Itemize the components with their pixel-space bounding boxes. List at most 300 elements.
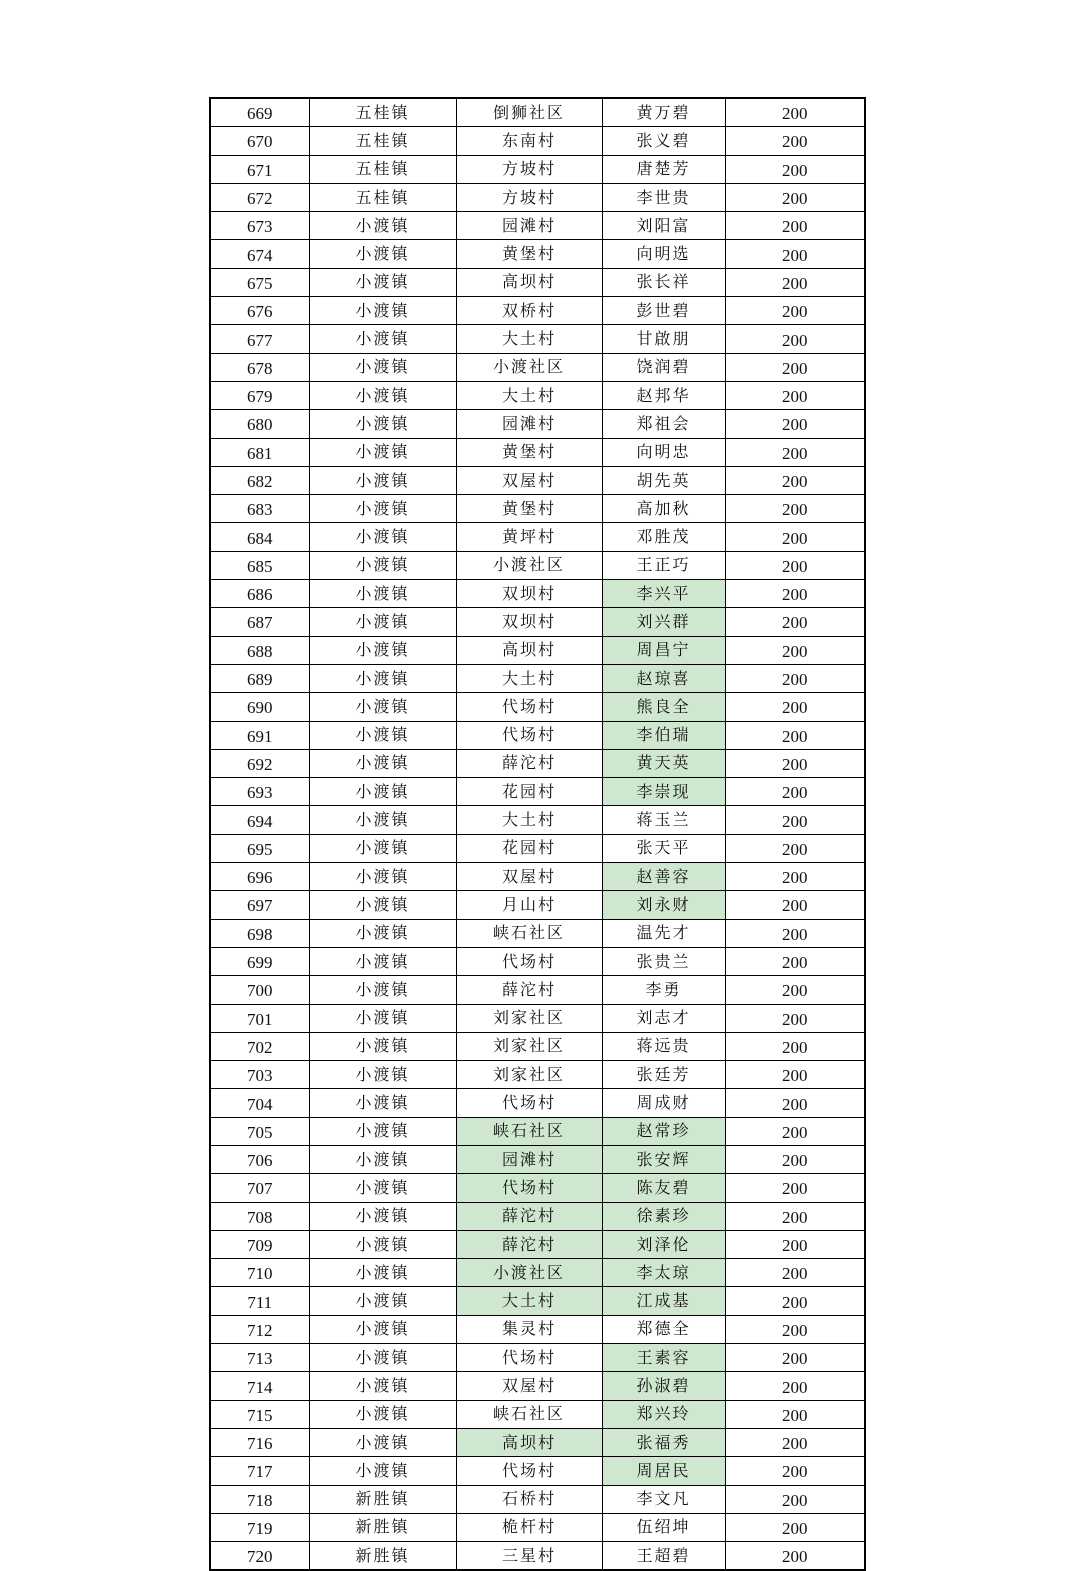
row-number: 697 (210, 891, 309, 919)
row-number: 716 (210, 1428, 309, 1456)
person-name-cell: 赵常珍 (602, 1117, 725, 1145)
village-cell: 三星村 (456, 1542, 602, 1571)
table-row (210, 806, 865, 834)
table-row (210, 891, 865, 919)
village-cell: 桅杆村 (456, 1513, 602, 1541)
amount-cell: 200 (725, 1061, 865, 1089)
person-name-cell: 刘兴群 (602, 608, 725, 636)
amount-cell: 200 (725, 127, 865, 155)
village-cell: 双屋村 (456, 863, 602, 891)
amount-cell: 200 (725, 976, 865, 1004)
row-number: 672 (210, 183, 309, 211)
row-number: 710 (210, 1259, 309, 1287)
village-cell: 大土村 (456, 806, 602, 834)
village-cell: 园滩村 (456, 1145, 602, 1173)
person-name-cell: 孙淑碧 (602, 1372, 725, 1400)
town-cell: 小渡镇 (309, 466, 456, 494)
village-cell: 代场村 (456, 721, 602, 749)
amount-cell: 200 (725, 891, 865, 919)
amount-cell: 200 (725, 1032, 865, 1060)
amount-cell: 200 (725, 919, 865, 947)
village-cell: 小渡社区 (456, 353, 602, 381)
row-number: 687 (210, 608, 309, 636)
town-cell: 小渡镇 (309, 976, 456, 1004)
table-row (210, 1428, 865, 1456)
person-name-cell: 李崇现 (602, 778, 725, 806)
amount-cell: 200 (725, 1485, 865, 1513)
town-cell: 小渡镇 (309, 1428, 456, 1456)
table-row (210, 127, 865, 155)
amount-cell: 200 (725, 183, 865, 211)
town-cell: 小渡镇 (309, 1230, 456, 1258)
row-number: 688 (210, 636, 309, 664)
amount-cell: 200 (725, 834, 865, 862)
town-cell: 小渡镇 (309, 806, 456, 834)
person-name-cell: 李勇 (602, 976, 725, 1004)
row-number: 699 (210, 947, 309, 975)
town-cell: 小渡镇 (309, 1457, 456, 1485)
table-row (210, 495, 865, 523)
person-name-cell: 郑祖会 (602, 410, 725, 438)
village-cell: 双坝村 (456, 608, 602, 636)
village-cell: 花园村 (456, 834, 602, 862)
person-name-cell: 王素容 (602, 1344, 725, 1372)
table-row (210, 834, 865, 862)
row-number: 714 (210, 1372, 309, 1400)
table-row (210, 863, 865, 891)
amount-cell: 200 (725, 693, 865, 721)
row-number: 698 (210, 919, 309, 947)
table-row (210, 1145, 865, 1173)
amount-cell: 200 (725, 212, 865, 240)
town-cell: 小渡镇 (309, 1032, 456, 1060)
row-number: 693 (210, 778, 309, 806)
amount-cell: 200 (725, 353, 865, 381)
town-cell: 小渡镇 (309, 353, 456, 381)
person-name-cell: 王正巧 (602, 551, 725, 579)
town-cell: 小渡镇 (309, 636, 456, 664)
row-number: 681 (210, 438, 309, 466)
village-cell: 大土村 (456, 1287, 602, 1315)
amount-cell: 200 (725, 297, 865, 325)
village-cell: 高坝村 (456, 636, 602, 664)
row-number: 704 (210, 1089, 309, 1117)
person-name-cell: 张廷芳 (602, 1061, 725, 1089)
person-name-cell: 李文凡 (602, 1485, 725, 1513)
person-name-cell: 熊良全 (602, 693, 725, 721)
row-number: 718 (210, 1485, 309, 1513)
table-row (210, 1513, 865, 1541)
person-name-cell: 蒋远贵 (602, 1032, 725, 1060)
village-cell: 峡石社区 (456, 1117, 602, 1145)
row-number: 715 (210, 1400, 309, 1428)
table-row (210, 1202, 865, 1230)
person-name-cell: 张安辉 (602, 1145, 725, 1173)
amount-cell: 200 (725, 1428, 865, 1456)
village-cell: 集灵村 (456, 1315, 602, 1343)
amount-cell: 200 (725, 381, 865, 409)
table-row (210, 1400, 865, 1428)
table-row (210, 297, 865, 325)
person-name-cell: 刘阳富 (602, 212, 725, 240)
village-cell: 黄堡村 (456, 240, 602, 268)
amount-cell: 200 (725, 1004, 865, 1032)
amount-cell: 200 (725, 1174, 865, 1202)
person-name-cell: 刘泽伦 (602, 1230, 725, 1258)
row-number: 712 (210, 1315, 309, 1343)
table-row (210, 381, 865, 409)
person-name-cell: 黄万碧 (602, 98, 725, 127)
town-cell: 小渡镇 (309, 891, 456, 919)
amount-cell: 200 (725, 1457, 865, 1485)
amount-cell: 200 (725, 778, 865, 806)
town-cell: 小渡镇 (309, 1061, 456, 1089)
amount-cell: 200 (725, 1230, 865, 1258)
person-name-cell: 周昌宁 (602, 636, 725, 664)
amount-cell: 200 (725, 410, 865, 438)
village-cell: 园滩村 (456, 212, 602, 240)
person-name-cell: 李太琼 (602, 1259, 725, 1287)
person-name-cell: 张福秀 (602, 1428, 725, 1456)
row-number: 695 (210, 834, 309, 862)
amount-cell: 200 (725, 1089, 865, 1117)
town-cell: 小渡镇 (309, 947, 456, 975)
village-cell: 双坝村 (456, 580, 602, 608)
village-cell: 高坝村 (456, 1428, 602, 1456)
town-cell: 小渡镇 (309, 410, 456, 438)
person-name-cell: 赵邦华 (602, 381, 725, 409)
amount-cell: 200 (725, 438, 865, 466)
village-cell: 代场村 (456, 1089, 602, 1117)
row-number: 700 (210, 976, 309, 1004)
table-row (210, 664, 865, 692)
village-cell: 薛沱村 (456, 749, 602, 777)
person-name-cell: 饶润碧 (602, 353, 725, 381)
table-row (210, 1230, 865, 1258)
table-row (210, 580, 865, 608)
person-name-cell: 彭世碧 (602, 297, 725, 325)
amount-cell: 200 (725, 1513, 865, 1541)
table-row (210, 466, 865, 494)
row-number: 701 (210, 1004, 309, 1032)
village-cell: 代场村 (456, 1174, 602, 1202)
town-cell: 新胜镇 (309, 1542, 456, 1571)
person-name-cell: 陈友碧 (602, 1174, 725, 1202)
amount-cell: 200 (725, 1372, 865, 1400)
town-cell: 五桂镇 (309, 127, 456, 155)
amount-cell: 200 (725, 523, 865, 551)
town-cell: 新胜镇 (309, 1485, 456, 1513)
village-cell: 月山村 (456, 891, 602, 919)
table-row (210, 1315, 865, 1343)
table-row (210, 976, 865, 1004)
person-name-cell: 徐素珍 (602, 1202, 725, 1230)
row-number: 670 (210, 127, 309, 155)
town-cell: 小渡镇 (309, 580, 456, 608)
table-row (210, 1089, 865, 1117)
row-number: 707 (210, 1174, 309, 1202)
table-row (210, 919, 865, 947)
amount-cell: 200 (725, 749, 865, 777)
person-name-cell: 周居民 (602, 1457, 725, 1485)
table-row (210, 353, 865, 381)
row-number: 720 (210, 1542, 309, 1571)
table-row (210, 155, 865, 183)
person-name-cell: 李兴平 (602, 580, 725, 608)
village-cell: 代场村 (456, 947, 602, 975)
town-cell: 小渡镇 (309, 381, 456, 409)
amount-cell: 200 (725, 240, 865, 268)
town-cell: 小渡镇 (309, 212, 456, 240)
row-number: 673 (210, 212, 309, 240)
town-cell: 小渡镇 (309, 778, 456, 806)
table-row (210, 749, 865, 777)
person-name-cell: 甘啟朋 (602, 325, 725, 353)
table-row (210, 183, 865, 211)
town-cell: 小渡镇 (309, 523, 456, 551)
person-name-cell: 邓胜茂 (602, 523, 725, 551)
person-name-cell: 郑德全 (602, 1315, 725, 1343)
person-name-cell: 周成财 (602, 1089, 725, 1117)
town-cell: 小渡镇 (309, 1202, 456, 1230)
person-name-cell: 胡先英 (602, 466, 725, 494)
person-name-cell: 向明忠 (602, 438, 725, 466)
town-cell: 小渡镇 (309, 749, 456, 777)
table-row (210, 212, 865, 240)
town-cell: 小渡镇 (309, 1287, 456, 1315)
row-number: 719 (210, 1513, 309, 1541)
row-number: 676 (210, 297, 309, 325)
town-cell: 小渡镇 (309, 1400, 456, 1428)
table-row (210, 608, 865, 636)
table-row (210, 1032, 865, 1060)
row-number: 669 (210, 98, 309, 127)
row-number: 702 (210, 1032, 309, 1060)
amount-cell: 200 (725, 1202, 865, 1230)
person-name-cell: 黄天英 (602, 749, 725, 777)
village-cell: 高坝村 (456, 268, 602, 296)
village-cell: 双桥村 (456, 297, 602, 325)
village-cell: 刘家社区 (456, 1061, 602, 1089)
row-number: 685 (210, 551, 309, 579)
row-number: 674 (210, 240, 309, 268)
amount-cell: 200 (725, 1542, 865, 1571)
person-name-cell: 王超碧 (602, 1542, 725, 1571)
town-cell: 五桂镇 (309, 183, 456, 211)
row-number: 671 (210, 155, 309, 183)
amount-cell: 200 (725, 325, 865, 353)
amount-cell: 200 (725, 580, 865, 608)
amount-cell: 200 (725, 1259, 865, 1287)
person-name-cell: 伍绍坤 (602, 1513, 725, 1541)
table-row (210, 636, 865, 664)
table-row (210, 721, 865, 749)
village-cell: 方坡村 (456, 183, 602, 211)
row-number: 684 (210, 523, 309, 551)
table-row (210, 438, 865, 466)
table-row (210, 1372, 865, 1400)
person-name-cell: 赵善容 (602, 863, 725, 891)
amount-cell: 200 (725, 466, 865, 494)
row-number: 690 (210, 693, 309, 721)
row-number: 675 (210, 268, 309, 296)
town-cell: 小渡镇 (309, 1259, 456, 1287)
village-cell: 花园村 (456, 778, 602, 806)
town-cell: 五桂镇 (309, 155, 456, 183)
town-cell: 小渡镇 (309, 297, 456, 325)
town-cell: 小渡镇 (309, 268, 456, 296)
village-cell: 薛沱村 (456, 976, 602, 1004)
person-name-cell: 刘永财 (602, 891, 725, 919)
table-row (210, 98, 865, 127)
row-number: 694 (210, 806, 309, 834)
person-name-cell: 蒋玉兰 (602, 806, 725, 834)
town-cell: 小渡镇 (309, 438, 456, 466)
row-number: 686 (210, 580, 309, 608)
person-name-cell: 张义碧 (602, 127, 725, 155)
village-cell: 大土村 (456, 381, 602, 409)
village-cell: 代场村 (456, 1457, 602, 1485)
village-cell: 小渡社区 (456, 1259, 602, 1287)
village-cell: 大土村 (456, 664, 602, 692)
table-row (210, 268, 865, 296)
person-name-cell: 郑兴玲 (602, 1400, 725, 1428)
village-cell: 石桥村 (456, 1485, 602, 1513)
person-name-cell: 张长祥 (602, 268, 725, 296)
amount-cell: 200 (725, 268, 865, 296)
village-cell: 峡石社区 (456, 1400, 602, 1428)
village-cell: 黄坪村 (456, 523, 602, 551)
amount-cell: 200 (725, 636, 865, 664)
table-row (210, 410, 865, 438)
table-row (210, 325, 865, 353)
table-row (210, 1287, 865, 1315)
roster-body (210, 98, 865, 1570)
amount-cell: 200 (725, 1315, 865, 1343)
town-cell: 小渡镇 (309, 834, 456, 862)
person-name-cell: 江成基 (602, 1287, 725, 1315)
village-cell: 刘家社区 (456, 1032, 602, 1060)
town-cell: 新胜镇 (309, 1513, 456, 1541)
town-cell: 小渡镇 (309, 1315, 456, 1343)
town-cell: 小渡镇 (309, 1344, 456, 1372)
town-cell: 小渡镇 (309, 721, 456, 749)
village-cell: 双屋村 (456, 1372, 602, 1400)
town-cell: 小渡镇 (309, 693, 456, 721)
person-name-cell: 向明选 (602, 240, 725, 268)
table-row (210, 551, 865, 579)
person-name-cell: 温先才 (602, 919, 725, 947)
town-cell: 小渡镇 (309, 1089, 456, 1117)
person-name-cell: 李世贵 (602, 183, 725, 211)
amount-cell: 200 (725, 551, 865, 579)
row-number: 705 (210, 1117, 309, 1145)
table-row (210, 947, 865, 975)
table-row (210, 693, 865, 721)
village-cell: 大土村 (456, 325, 602, 353)
row-number: 682 (210, 466, 309, 494)
village-cell: 小渡社区 (456, 551, 602, 579)
table-row (210, 1117, 865, 1145)
town-cell: 小渡镇 (309, 664, 456, 692)
amount-cell: 200 (725, 721, 865, 749)
amount-cell: 200 (725, 155, 865, 183)
table-row (210, 1344, 865, 1372)
person-name-cell: 刘志才 (602, 1004, 725, 1032)
village-cell: 方坡村 (456, 155, 602, 183)
table-row (210, 778, 865, 806)
village-cell: 倒狮社区 (456, 98, 602, 127)
row-number: 711 (210, 1287, 309, 1315)
person-name-cell: 张天平 (602, 834, 725, 862)
row-number: 717 (210, 1457, 309, 1485)
village-cell: 东南村 (456, 127, 602, 155)
village-cell: 双屋村 (456, 466, 602, 494)
town-cell: 小渡镇 (309, 1145, 456, 1173)
row-number: 677 (210, 325, 309, 353)
town-cell: 小渡镇 (309, 919, 456, 947)
amount-cell: 200 (725, 495, 865, 523)
row-number: 696 (210, 863, 309, 891)
town-cell: 小渡镇 (309, 863, 456, 891)
village-cell: 薛沱村 (456, 1230, 602, 1258)
amount-cell: 200 (725, 806, 865, 834)
table-row (210, 1174, 865, 1202)
row-number: 692 (210, 749, 309, 777)
town-cell: 小渡镇 (309, 1174, 456, 1202)
table-row (210, 1542, 865, 1571)
table-row (210, 1061, 865, 1089)
table-row (210, 1457, 865, 1485)
town-cell: 小渡镇 (309, 495, 456, 523)
village-cell: 薛沱村 (456, 1202, 602, 1230)
row-number: 689 (210, 664, 309, 692)
table-row (210, 1004, 865, 1032)
amount-cell: 200 (725, 664, 865, 692)
person-name-cell: 张贵兰 (602, 947, 725, 975)
row-number: 713 (210, 1344, 309, 1372)
village-cell: 代场村 (456, 1344, 602, 1372)
table-row (210, 240, 865, 268)
amount-cell: 200 (725, 1145, 865, 1173)
amount-cell: 200 (725, 98, 865, 127)
person-name-cell: 高加秋 (602, 495, 725, 523)
amount-cell: 200 (725, 863, 865, 891)
amount-cell: 200 (725, 1400, 865, 1428)
row-number: 680 (210, 410, 309, 438)
table-row (210, 1485, 865, 1513)
village-cell: 峡石社区 (456, 919, 602, 947)
amount-cell: 200 (725, 1287, 865, 1315)
amount-cell: 200 (725, 1117, 865, 1145)
row-number: 706 (210, 1145, 309, 1173)
table-row (210, 523, 865, 551)
village-cell: 黄堡村 (456, 495, 602, 523)
town-cell: 小渡镇 (309, 1117, 456, 1145)
row-number: 679 (210, 381, 309, 409)
row-number: 708 (210, 1202, 309, 1230)
town-cell: 小渡镇 (309, 1004, 456, 1032)
village-cell: 刘家社区 (456, 1004, 602, 1032)
table-row (210, 1259, 865, 1287)
row-number: 678 (210, 353, 309, 381)
town-cell: 小渡镇 (309, 1372, 456, 1400)
amount-cell: 200 (725, 947, 865, 975)
person-name-cell: 李伯瑞 (602, 721, 725, 749)
amount-cell: 200 (725, 1344, 865, 1372)
row-number: 683 (210, 495, 309, 523)
row-number: 703 (210, 1061, 309, 1089)
